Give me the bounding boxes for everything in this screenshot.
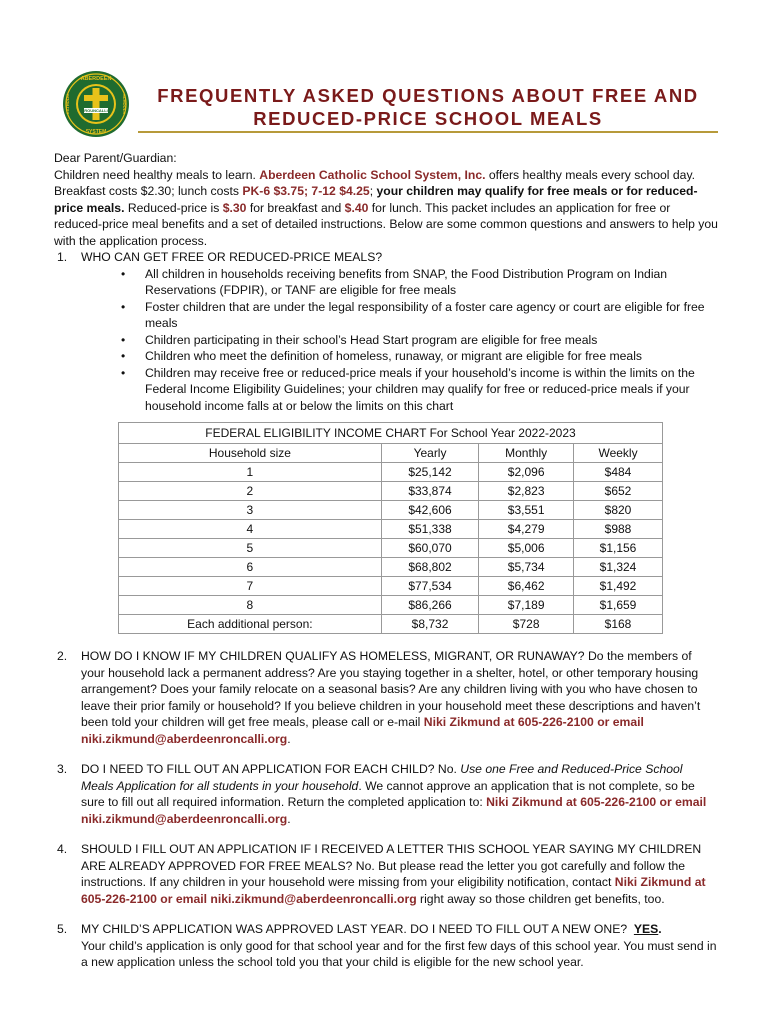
faq-item-2 bbox=[54, 648, 718, 747]
table-row bbox=[119, 482, 663, 501]
faq-answer: Your child’s application is only good for that school year and for the first few days of this school year. You must send in a new application unless the school told you that your child is eligible for the new school year. bbox=[81, 938, 717, 969]
intro-text: for lunch. This packet includes an application for free or reduced-price meal benefits and a set of detailed instructions. Below are some common questions and answers to help you with the application process. bbox=[54, 200, 718, 248]
faq-item-3 bbox=[54, 761, 718, 827]
faq-number: 5. bbox=[57, 922, 68, 936]
table-cell: $2,096 bbox=[479, 463, 574, 482]
faq-question: WHO CAN GET FREE OR REDUCED-PRICE MEALS? bbox=[81, 250, 383, 264]
table-cell: $1,324 bbox=[574, 558, 663, 577]
table-cell: $33,874 bbox=[381, 482, 479, 501]
title-divider bbox=[138, 131, 718, 133]
list-item: • All children in households receiving benefits from SNAP, the Food Distribution Program on Indian Reservations (FDPIR), or TANF are eligible for free meals bbox=[118, 266, 718, 299]
column-header: Household size bbox=[119, 444, 382, 463]
table-row bbox=[119, 463, 663, 482]
faq-yes: YES bbox=[633, 922, 659, 936]
logo-left-text: CATHOLIC bbox=[65, 93, 70, 115]
list-item: • Children may receive free or reduced-price meals if your household’s income is within the limits on the Federal Income Eligibility Guidelines; your children may qualify for free or reduced-price meals if your household income falls at or below the limits on this chart bbox=[118, 365, 718, 415]
table-cell: $86,266 bbox=[381, 596, 479, 615]
table-cell: $5,734 bbox=[479, 558, 574, 577]
eligibility-list bbox=[54, 266, 718, 415]
table-cell: $60,070 bbox=[381, 539, 479, 558]
faq-item-1 bbox=[54, 249, 718, 266]
greeting: Dear Parent/Guardian: bbox=[54, 151, 177, 165]
table-row bbox=[119, 539, 663, 558]
title-line-1: FREQUENTLY ASKED QUESTIONS ABOUT FREE AND bbox=[157, 85, 699, 106]
faq-answer: . We cannot approve an application that is not complete, so be sure to fill out all required information. Return the completed application to: bbox=[81, 778, 695, 809]
contact-info: Niki Zikmund at 605-226-2100 or email niki.zikmund@aberdeenroncalli.org bbox=[81, 875, 706, 906]
faq-number: 3. bbox=[57, 762, 68, 776]
faq-answer-end: . bbox=[287, 731, 291, 746]
table-cell: $484 bbox=[574, 463, 663, 482]
intro-paragraph bbox=[54, 167, 718, 250]
table-header-row bbox=[119, 444, 663, 463]
title-line-2: REDUCED-PRICE SCHOOL MEALS bbox=[253, 108, 603, 129]
table-row bbox=[119, 615, 663, 634]
table-cell: 7 bbox=[119, 577, 382, 596]
table-cell: $42,606 bbox=[381, 501, 479, 520]
column-header: Weekly bbox=[574, 444, 663, 463]
table-row bbox=[119, 501, 663, 520]
page-title bbox=[138, 84, 718, 130]
school-crest-logo bbox=[62, 70, 130, 138]
list-item: • Children who meet the definition of homeless, runaway, or migrant are eligible for free meals bbox=[118, 348, 718, 365]
faq-question: MY CHILD’S APPLICATION WAS APPROVED LAST YEAR. DO I NEED TO FILL OUT A NEW ONE? bbox=[81, 922, 628, 936]
table-cell: $820 bbox=[574, 501, 663, 520]
faq-answer: Do the members of your household lack a permanent address? Are you staying together in a shelter, hotel, or other temporary housing arrangement? Does your family relocate on a seasonal basis? Are any children living with you who have chosen to leave their prior family or household? If you believe children in your household meet these descriptions and haven’t been told your children will get free meals, please call or e-mail bbox=[81, 649, 701, 729]
column-header: Monthly bbox=[479, 444, 574, 463]
document-body bbox=[54, 150, 718, 971]
faq-period: . bbox=[658, 922, 662, 936]
table-cell: $1,156 bbox=[574, 539, 663, 558]
qualify-statement: your children may qualify for free meals or for reduced-price meals. bbox=[54, 184, 698, 215]
table-cell: 2 bbox=[119, 482, 382, 501]
faq-question: DO I NEED TO FILL OUT AN APPLICATION FOR EACH CHILD? bbox=[81, 762, 435, 776]
contact-info: Niki Zikmund at 605-226-2100 or email niki.zikmund@aberdeenroncalli.org bbox=[81, 795, 707, 826]
table-cell: $3,551 bbox=[479, 501, 574, 520]
faq-answer: No. bbox=[434, 762, 461, 776]
lunch-costs: PK-6 $3.75; 7-12 $4.25 bbox=[242, 184, 370, 198]
table-cell: $51,338 bbox=[381, 520, 479, 539]
table-cell: 1 bbox=[119, 463, 382, 482]
intro-text: Children need healthy meals to learn. bbox=[54, 167, 260, 182]
table-row bbox=[119, 577, 663, 596]
reduced-lunch-price: $.40 bbox=[344, 200, 369, 215]
logo-top-text: ABERDEEN bbox=[80, 76, 112, 82]
table-cell: $1,492 bbox=[574, 577, 663, 596]
intro-text: Reduced-price is bbox=[124, 200, 223, 215]
table-cell: 8 bbox=[119, 596, 382, 615]
table-cell: $77,534 bbox=[381, 577, 479, 596]
table-cell: $68,802 bbox=[381, 558, 479, 577]
faq-item-5 bbox=[54, 921, 718, 971]
table-cell: $8,732 bbox=[381, 615, 479, 634]
table-cell: $2,823 bbox=[479, 482, 574, 501]
faq-item-4 bbox=[54, 841, 718, 907]
faq-spacer bbox=[627, 922, 634, 936]
table-body bbox=[119, 463, 663, 634]
table-caption: FEDERAL ELIGIBILITY INCOME CHART For School Year 2022-2023 bbox=[119, 423, 663, 444]
table-cell: 3 bbox=[119, 501, 382, 520]
faq-number: 2. bbox=[57, 649, 68, 663]
intro-text: offers healthy meals every school day. Breakfast costs $2.30; lunch costs bbox=[54, 167, 696, 198]
list-item: • Foster children that are under the legal responsibility of a foster care agency or court are eligible for free meals bbox=[118, 299, 718, 332]
table-cell: $4,279 bbox=[479, 520, 574, 539]
table-row bbox=[119, 520, 663, 539]
column-header: Yearly bbox=[381, 444, 479, 463]
logo-center-text: ROUNCALLI bbox=[84, 108, 108, 113]
intro-text: ; bbox=[369, 184, 377, 198]
faq-answer: No. But please read the letter you got carefully and follow the instructions. If any children in your household were missing from your eligibility notification, contact bbox=[81, 858, 686, 889]
faq-question: SHOULD I FILL OUT AN APPLICATION IF I RECEIVED A LETTER THIS SCHOOL YEAR SAYING MY CHILDREN ARE ALREADY APPROVED FOR FREE MEALS? bbox=[81, 842, 702, 873]
contact-info: Niki Zikmund at 605-226-2100 or email niki.zikmund@aberdeenroncalli.org bbox=[81, 715, 644, 746]
table-cell: $25,142 bbox=[381, 463, 479, 482]
logo-right-text: SCHOOLS bbox=[122, 94, 127, 114]
table-cell: 6 bbox=[119, 558, 382, 577]
table-cell: $728 bbox=[479, 615, 574, 634]
faq-answer-emphasis: Use one Free and Reduced-Price School Meals Application for all students in your household bbox=[81, 762, 683, 793]
table-cell: $988 bbox=[574, 520, 663, 539]
faq-question: HOW DO I KNOW IF MY CHILDREN QUALIFY AS HOMELESS, MIGRANT, OR RUNAWAY? bbox=[81, 649, 585, 663]
table-cell: 5 bbox=[119, 539, 382, 558]
faq-number: 1. bbox=[57, 250, 68, 264]
faq-answer-end: . bbox=[287, 811, 291, 826]
table-cell: $1,659 bbox=[574, 596, 663, 615]
school-name: Aberdeen Catholic School System, Inc. bbox=[259, 167, 486, 182]
table-row bbox=[119, 558, 663, 577]
table-cell: Each additional person: bbox=[119, 615, 382, 634]
logo-bottom-text: SYSTEM bbox=[85, 129, 107, 135]
table-cell: $7,189 bbox=[479, 596, 574, 615]
list-item: • Children participating in their school’s Head Start program are eligible for free meals bbox=[118, 332, 718, 349]
table-cell: $6,462 bbox=[479, 577, 574, 596]
page-header bbox=[0, 0, 770, 140]
income-eligibility-table bbox=[118, 422, 663, 634]
table-cell: $5,006 bbox=[479, 539, 574, 558]
table-cell: 4 bbox=[119, 520, 382, 539]
table-cell: $652 bbox=[574, 482, 663, 501]
reduced-breakfast-price: $.30 bbox=[222, 200, 247, 215]
faq-answer: right away so those children get benefits, too. bbox=[416, 891, 665, 906]
table-cell: $168 bbox=[574, 615, 663, 634]
faq-number: 4. bbox=[57, 842, 68, 856]
table-row bbox=[119, 596, 663, 615]
intro-text: for breakfast and bbox=[246, 200, 345, 215]
